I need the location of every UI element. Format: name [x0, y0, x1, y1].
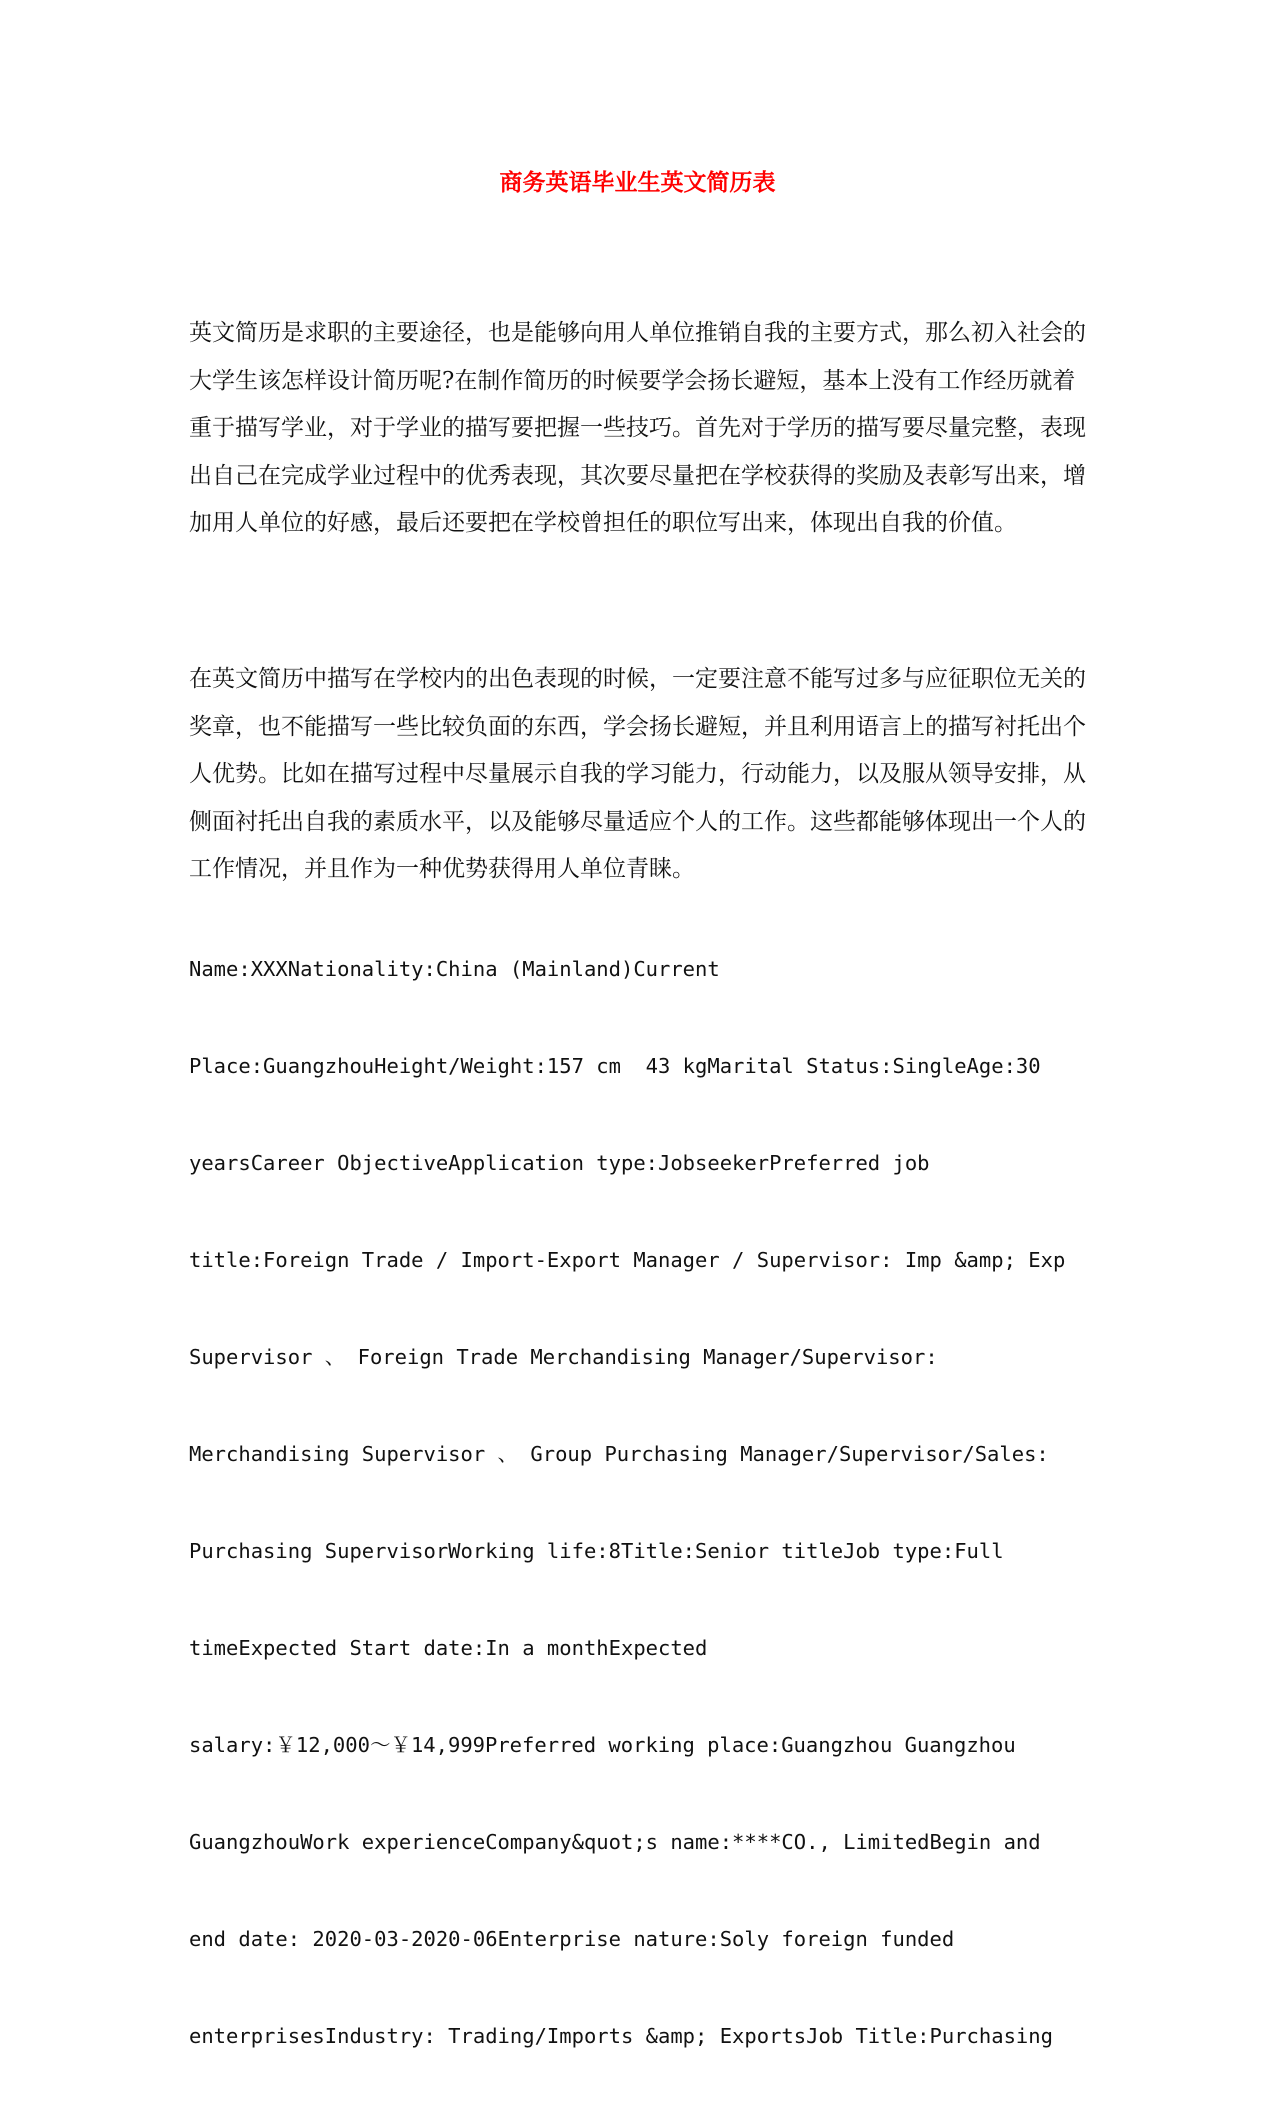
resume-detail-line: title:Foreign Trade / Import-Export Manager / Supervisor: Imp &amp; Exp [189, 1247, 1066, 1272]
resume-detail-line: Purchasing SupervisorWorking life:8Title:Senior titleJob type:Full [189, 1538, 1004, 1563]
resume-detail-line: end date: 2020-03-2020-06Enterprise nature:Soly foreign funded [189, 1926, 955, 1951]
resume-detail-line: Merchandising Supervisor 、 Group Purchasing Manager/Supervisor/Sales: [189, 1441, 1049, 1466]
resume-detail-line: Place:GuangzhouHeight/Weight:157 cm 43 kgMarital Status:SingleAge:30 [189, 1053, 1041, 1078]
advice-paragraph: 在英文简历中描写在学校内的出色表现的时候，一定要注意不能写过多与应征职位无关的奖章，也不能描写一些比较负面的东西，学会扬长避短，并且利用语言上的描写衬托出个人优势。比如在描写过程中尽量展示自我的学习能力，行动能力，以及服从领导安排，从侧面衬托出自我的素质水平，以及能够尽量适应个人的工作。这些都能够体现出一个人的工作情况，并且作为一种优势获得用人单位青睐。 [189, 666, 1086, 882]
resume-details [189, 896, 1094, 2109]
resume-detail-line: Supervisor 、 Foreign Trade Merchandising Manager/Supervisor: [189, 1344, 938, 1369]
resume-detail-line: enterprisesIndustry: Trading/Imports &amp; ExportsJob Title:Purchasing [189, 2023, 1053, 2048]
intro-paragraph: 英文简历是求职的主要途径，也是能够向用人单位推销自我的主要方式，那么初入社会的大学生该怎样设计简历呢?在制作简历的时候要学会扬长避短，基本上没有工作经历就着重于描写学业，对于学业的描写要把握一些技巧。首先对于学历的描写要尽量完整，表现出自己在完成学业过程中的优秀表现，其次要尽量把在学校获得的奖励及表彰写出来，增加用人单位的好感，最后还要把在学校曾担任的职位写出来，体现出自我的价值。 [189, 320, 1086, 536]
resume-detail-line: salary:￥12,000～￥14,999Preferred working place:Guangzhou Guangzhou [189, 1732, 1016, 1757]
resume-detail-line: GuangzhouWork experienceCompany&quot;s name:****CO., LimitedBegin and [189, 1829, 1041, 1854]
document-title: 商务英语毕业生英文简历表 [499, 169, 776, 196]
resume-detail-line: Name:XXXNationality:China (Mainland)Current [189, 956, 720, 981]
resume-detail-line: yearsCareer ObjectiveApplication type:JobseekerPreferred job [189, 1150, 930, 1175]
resume-detail-line: timeExpected Start date:In a monthExpected [189, 1635, 708, 1660]
